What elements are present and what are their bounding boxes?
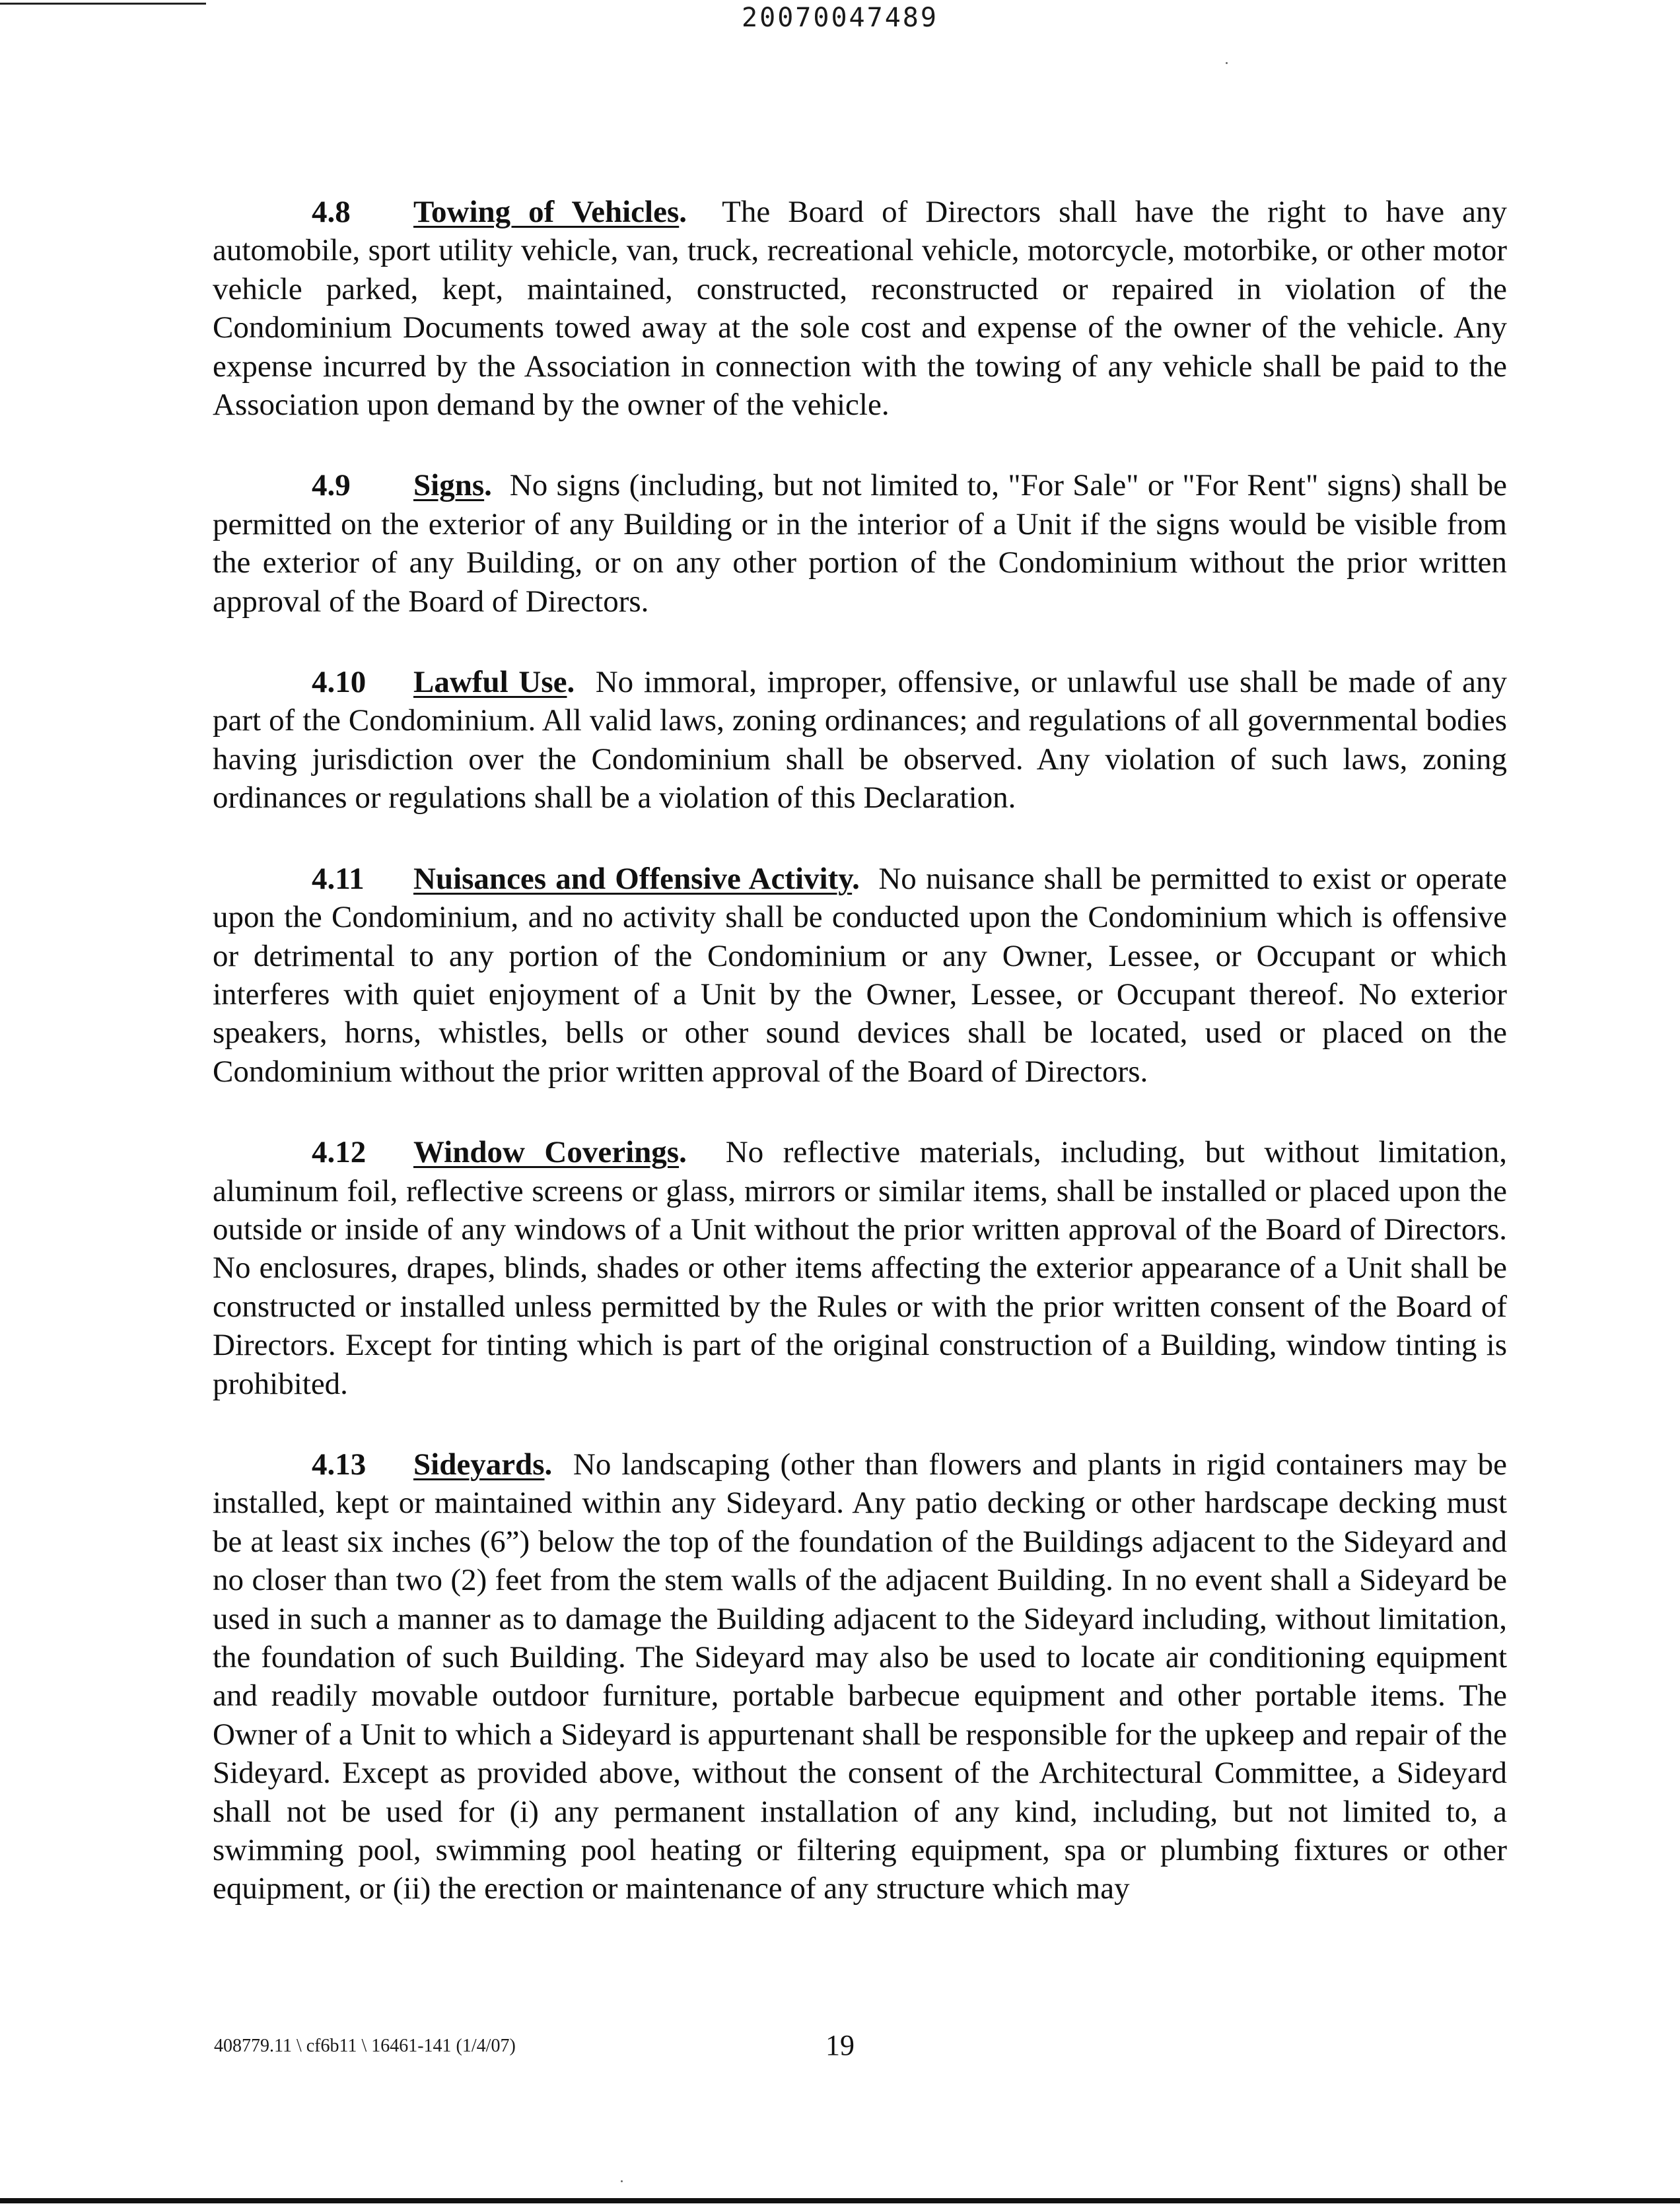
section-number: 4.10 (312, 665, 367, 700)
section-text: The Board of Directors shall have the right to have any automobile, sport utility vehicle, van, truck, recreational vehicle, motorcycle, motorbike, or other motor vehicle parked, kept, maintained, constructed, reconstructed or repaired in violation of the Condominium Documents towed away at the sole cost and expense of the owner of the vehicle. Any expense incurred by the Association in connection with the towing of any vehicle shall be paid to the Association upon demand by the owner of the vehicle. (213, 195, 1507, 423)
section-4-8: 4.8 Towing of Vehicles. The Board of Directors shall have the right to have any automobile, sport utility vehicle, van, truck, recreational vehicle, motorcycle, motorbike, or other motor vehicle parked, kept, maintained, constructed, reconstructed or repaired in violation of the Condominium Documents towed away at the sole cost and expense of the owner of the vehicle. Any expense incurred by the Association in connection with the towing of any vehicle shall be paid to the Association upon demand by the owner of the vehicle. (213, 193, 1507, 424)
section-title: Signs (413, 468, 485, 503)
section-title: Sideyards (413, 1447, 545, 1482)
footer-reference: 408779.11 \ cf6b11 \ 16461-141 (1/4/07) (214, 2036, 516, 2056)
section-text: No reflective materials, including, but without limitation, aluminum foil, reflective screens or glass, mirrors or similar items, shall be installed or placed upon the outside or inside of any windows of a Unit without the prior written approval of the Board of Directors. No enclosures, drapes, blinds, shades or other items affecting the exterior appearance of a Unit shall be constructed or installed unless permitted by the Rules or with the prior written consent of the Board of Directors. Except for tinting which is part of the original construction of a Building, window tinting is prohibited. (213, 1135, 1507, 1401)
page-number: 19 (825, 2029, 855, 2061)
section-4-9: 4.9 Signs. No signs (including, but not limited to, "For Sale" or "For Rent" signs) shall be permitted on the exterior of any Building or in the interior of a Unit if the signs would be visible from the exterior of any Building, or on any other portion of the Condominium without the prior written approval of the Board of Directors. (213, 466, 1507, 621)
section-4-11: 4.11 Nuisances and Offensive Activity. No nuisance shall be permitted to exist or operate upon the Condominium, and no activity shall be conducted upon the Condominium which is offensive or detrimental to any portion of the Condominium or any Owner, Lessee, or Occupant or which interferes with quiet enjoyment of a Unit by the Owner, Lessee, or Occupant thereof. No exterior speakers, horns, whistles, bells or other sound devices shall be located, used or placed on the Condominium without the prior written approval of the Board of Directors. (213, 860, 1507, 1091)
section-title: Window Coverings (413, 1135, 680, 1170)
section-text: No immoral, improper, offensive, or unlawful use shall be made of any part of the Condominium. All valid laws, zoning ordinances; and regulations of all governmental bodies having jurisdiction over the Condominium shall be observed. Any violation of such laws, zoning ordinances or regulations shall be a violation of this Declaration. (213, 665, 1508, 815)
section-text: No landscaping (other than flowers and plants in rigid containers may be installed, kept or maintained within any Sideyard. Any patio decking or other hardscape decking must be at least six inches (6”) below the top of the foundation of the Buildings adjacent to the Sideyard and no closer than two (2) feet from the stem walls of the adjacent Building. In no event shall a Sideyard be used in such a manner as to damage the Building adjacent to the Sideyard including, without limitation, the foundation of such Building. The Sideyard may also be used to locate air conditioning equipment and readily movable outdoor furniture, portable barbecue equipment and other portable items. The Owner of a Unit to which a Sideyard is appurtenant shall be responsible for the upkeep and repair of the Sideyard. Except as provided above, without the consent of the Architectural Committee, a Sideyard shall not be used for (i) any permanent installation of any kind, including, but not limited to, a swimming pool, swimming pool heating or filtering equipment, spa or plumbing fixtures or other equipment, or (ii) the erection or maintenance of any structure which may (213, 1447, 1507, 1906)
section-4-10: 4.10 Lawful Use. No immoral, improper, offensive, or unlawful use shall be made of any part of the Condominium. All valid laws, zoning ordinances; and regulations of all governmental bodies having jurisdiction over the Condominium shall be observed. Any violation of such laws, zoning ordinances or regulations shall be a violation of this Declaration. (213, 663, 1507, 817)
section-text: No nuisance shall be permitted to exist or operate upon the Condominium, and no activity shall be conducted upon the Condominium which is offensive or detrimental to any portion of the Condominium or any Owner, Lessee, or Occupant or which interferes with quiet enjoyment of a Unit by the Owner, Lessee, or Occupant thereof. No exterior speakers, horns, whistles, bells or other sound devices shall be located, used or placed on the Condominium without the prior written approval of the Board of Directors. (213, 861, 1507, 1089)
section-number: 4.9 (312, 468, 351, 503)
section-number: 4.11 (312, 861, 365, 896)
section-title: Lawful Use (413, 665, 567, 700)
bottom-rule (0, 2198, 1680, 2203)
section-number: 4.12 (312, 1135, 367, 1170)
section-number: 4.13 (312, 1447, 367, 1482)
section-number: 4.8 (312, 195, 351, 229)
section-4-13: 4.13 Sideyards. No landscaping (other than flowers and plants in rigid containers may be installed, kept or maintained within any Sideyard. Any patio decking or other hardscape decking must be at least six inches (6”) below the top of the foundation of the Buildings adjacent to the Sideyard and no closer than two (2) feet from the stem walls of the adjacent Building. In no event shall a Sideyard be used in such a manner as to damage the Building adjacent to the Sideyard including, without limitation, the foundation of such Building. The Sideyard may also be used to locate air conditioning equipment and readily movable outdoor furniture, portable barbecue equipment and other portable items. The Owner of a Unit to which a Sideyard is appurtenant shall be responsible for the upkeep and repair of the Sideyard. Except as provided above, without the consent of the Architectural Committee, a Sideyard shall not be used for (i) any permanent installation of any kind, including, but not limited to, a swimming pool, swimming pool heating or filtering equipment, spa or plumbing fixtures or other equipment, or (ii) the erection or maintenance of any structure which may (213, 1445, 1507, 1908)
page-body (213, 193, 1507, 1950)
scan-speck (1226, 62, 1228, 64)
section-text: No signs (including, but not limited to, "For Sale" or "For Rent" signs) shall be permitted on the exterior of any Building or in the interior of a Unit if the signs would be visible from the exterior of any Building, or on any other portion of the Condominium without the prior written approval of the Board of Directors. (213, 468, 1507, 619)
document-number: 20070047489 (742, 3, 938, 33)
scan-speck (621, 2180, 623, 2182)
section-title: Towing of Vehicles (413, 195, 680, 229)
section-4-12: 4.12 Window Coverings. No reflective materials, including, but without limitation, aluminum foil, reflective screens or glass, mirrors or similar items, shall be installed or placed upon the outside or inside of any windows of a Unit without the prior written approval of the Board of Directors. No enclosures, drapes, blinds, shades or other items affecting the exterior appearance of a Unit shall be constructed or installed unless permitted by the Rules or with the prior written consent of the Board of Directors. Except for tinting which is part of the original construction of a Building, window tinting is prohibited. (213, 1133, 1507, 1403)
section-title: Nuisances and Offensive Activity (413, 861, 853, 896)
